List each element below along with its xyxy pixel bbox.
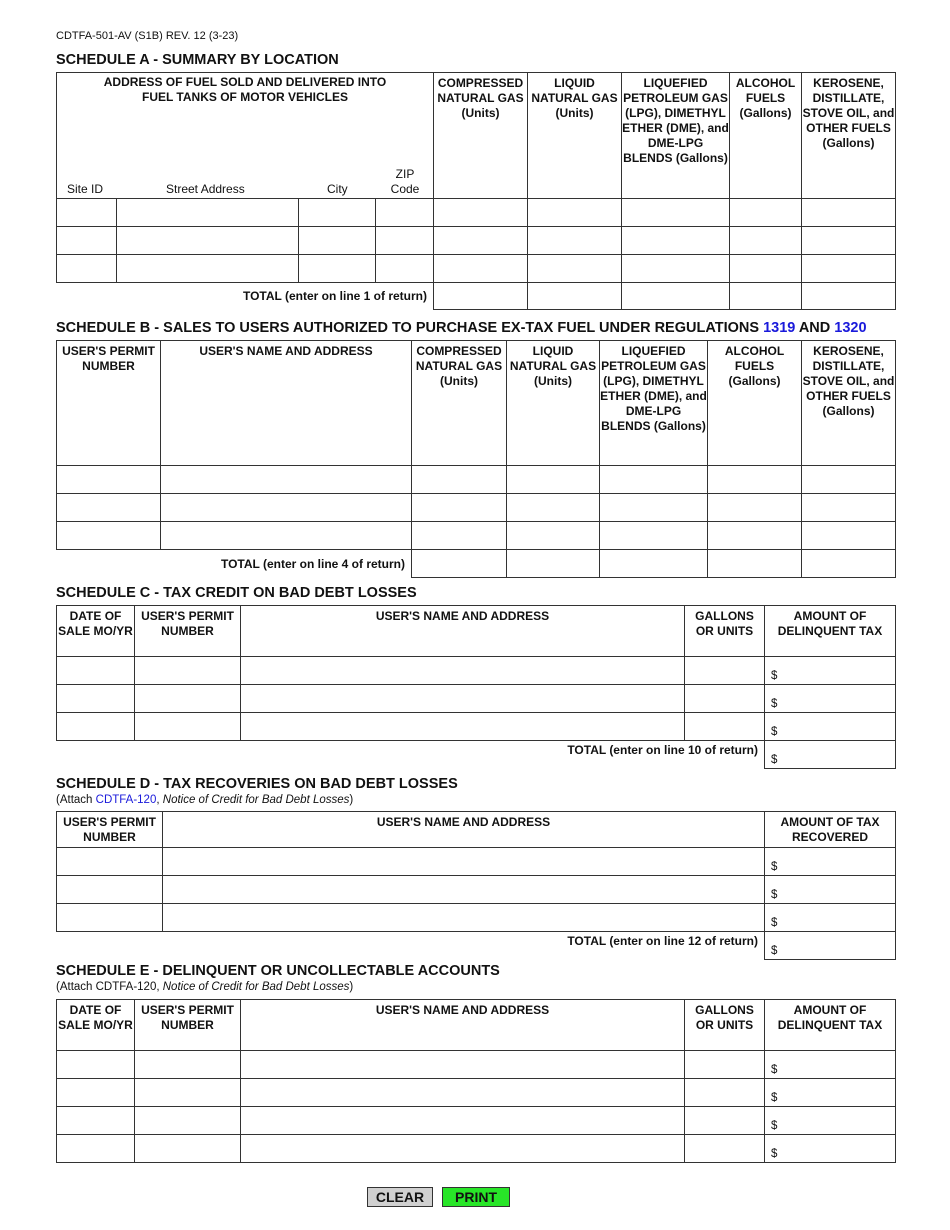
total-row: [57, 741, 896, 769]
permit-header: USER'S PERMIT NUMBER: [135, 1000, 241, 1051]
cng-field[interactable]: [412, 494, 507, 522]
amount-field[interactable]: $: [765, 685, 896, 713]
permit-field[interactable]: [57, 848, 163, 876]
permit-field[interactable]: [135, 1107, 241, 1135]
street-field[interactable]: [117, 199, 299, 227]
date-field[interactable]: [57, 1051, 135, 1079]
total-label: TOTAL (enter on line 12 of return): [57, 932, 765, 960]
alcohol-header: ALCOHOL FUELS (Gallons): [708, 341, 802, 466]
table-row: [57, 227, 896, 255]
date-header: DATE OF SALE MO/YR: [57, 606, 135, 657]
lpg-header: LIQUEFIED PETROLEUM GAS (LPG), DIMETHYL ETHER (DME), and DME-LPG BLENDS (Gallons): [622, 73, 730, 199]
schedule-d-note: (Attach CDTFA-120, Notice of Credit for Bad Debt Losses): [56, 794, 354, 806]
name-field[interactable]: [161, 494, 412, 522]
cng-total-field[interactable]: [434, 283, 528, 310]
alcohol-total-field[interactable]: [708, 550, 802, 578]
total-row: [57, 283, 896, 310]
lpg-field[interactable]: [600, 494, 708, 522]
kerosene-header: KEROSENE, DISTILLATE, STOVE OIL, and OTHER FUELS (Gallons): [802, 341, 896, 466]
table-row: [57, 1135, 896, 1163]
kerosene-field[interactable]: [802, 255, 896, 283]
date-field[interactable]: [57, 713, 135, 741]
city-field[interactable]: [299, 227, 376, 255]
kerosene-total-field[interactable]: [802, 283, 896, 310]
name-header: USER'S NAME AND ADDRESS: [241, 1000, 685, 1051]
total-label: TOTAL (enter on line 10 of return): [57, 741, 765, 769]
amount-header: AMOUNT OF TAX RECOVERED: [765, 812, 896, 848]
gallons-field[interactable]: [685, 1135, 765, 1163]
schedule-a-table: [56, 72, 896, 310]
lng-field[interactable]: [507, 466, 600, 494]
regulation-1319-link[interactable]: 1319: [763, 320, 796, 336]
cdtfa-120-link[interactable]: CDTFA-120: [95, 794, 157, 806]
alcohol-field[interactable]: [708, 494, 802, 522]
table-row: [57, 657, 896, 685]
schedule-d-title: SCHEDULE D - TAX RECOVERIES ON BAD DEBT LOSSES: [56, 776, 458, 792]
table-row: [57, 1079, 896, 1107]
table-row: [57, 522, 896, 550]
permit-field[interactable]: [135, 1051, 241, 1079]
total-row: [57, 550, 896, 578]
total-row: [57, 932, 896, 960]
table-row: [57, 1107, 896, 1135]
lng-total-field[interactable]: [528, 283, 622, 310]
permit-header: USER'S PERMIT NUMBER: [57, 341, 161, 466]
permit-field[interactable]: [135, 1079, 241, 1107]
schedule-c-title: SCHEDULE C - TAX CREDIT ON BAD DEBT LOSSES: [56, 585, 417, 601]
cng-header: COMPRESSED NATURAL GAS (Units): [412, 341, 507, 466]
kerosene-field[interactable]: [802, 522, 896, 550]
schedule-b-table: [56, 340, 896, 578]
name-field[interactable]: [163, 876, 765, 904]
gallons-header: GALLONS OR UNITS: [685, 1000, 765, 1051]
gallons-header: GALLONS OR UNITS: [685, 606, 765, 657]
permit-field[interactable]: [57, 876, 163, 904]
alcohol-header: ALCOHOL FUELS (Gallons): [730, 73, 802, 199]
amount-total-field[interactable]: $: [765, 932, 896, 960]
lng-header: LIQUID NATURAL GAS (Units): [507, 341, 600, 466]
amount-field[interactable]: $: [765, 713, 896, 741]
print-button[interactable]: PRINT: [442, 1187, 510, 1207]
permit-field[interactable]: [135, 657, 241, 685]
name-field[interactable]: [241, 713, 685, 741]
city-label: City: [327, 182, 348, 196]
kerosene-field[interactable]: [802, 494, 896, 522]
name-field[interactable]: [241, 657, 685, 685]
table-row: [57, 494, 896, 522]
cng-field[interactable]: [412, 522, 507, 550]
amount-header: AMOUNT OF DELINQUENT TAX: [765, 1000, 896, 1051]
address-header: ADDRESS OF FUEL SOLD AND DELIVERED INTO FUEL TANKS OF MOTOR VEHICLES Site ID Street Address City ZIP Code: [57, 73, 434, 199]
table-row: [57, 848, 896, 876]
alcohol-total-field[interactable]: [730, 283, 802, 310]
schedule-e-table: [56, 999, 896, 1163]
permit-field[interactable]: [135, 713, 241, 741]
gallons-field[interactable]: [685, 685, 765, 713]
cng-header: COMPRESSED NATURAL GAS (Units): [434, 73, 528, 199]
amount-field[interactable]: $: [765, 1107, 896, 1135]
zip-field[interactable]: [376, 227, 434, 255]
amount-total-field[interactable]: $: [765, 741, 896, 769]
lng-field[interactable]: [528, 255, 622, 283]
gallons-field[interactable]: [685, 1107, 765, 1135]
total-label: TOTAL (enter on line 1 of return): [57, 283, 434, 310]
table-row: [57, 466, 896, 494]
table-row: [57, 904, 896, 932]
zip-field[interactable]: [376, 255, 434, 283]
name-field[interactable]: [241, 1107, 685, 1135]
gallons-field[interactable]: [685, 1051, 765, 1079]
amount-field[interactable]: $: [765, 904, 896, 932]
schedule-b-title: SCHEDULE B - SALES TO USERS AUTHORIZED TO PURCHASE EX-TAX FUEL UNDER REGULATIONS 1319 AND 1320: [56, 320, 867, 336]
lng-field[interactable]: [507, 522, 600, 550]
name-field[interactable]: [241, 1079, 685, 1107]
alcohol-field[interactable]: [708, 466, 802, 494]
date-field[interactable]: [57, 685, 135, 713]
alcohol-field[interactable]: [730, 255, 802, 283]
lng-field[interactable]: [528, 227, 622, 255]
schedule-e-title: SCHEDULE E - DELINQUENT OR UNCOLLECTABLE ACCOUNTS: [56, 963, 500, 979]
gallons-field[interactable]: [685, 713, 765, 741]
schedule-a-title: SCHEDULE A - SUMMARY BY LOCATION: [56, 52, 339, 68]
lpg-field[interactable]: [600, 466, 708, 494]
date-header: DATE OF SALE MO/YR: [57, 1000, 135, 1051]
amount-header: AMOUNT OF DELINQUENT TAX: [765, 606, 896, 657]
amount-field[interactable]: $: [765, 657, 896, 685]
lng-field[interactable]: [507, 494, 600, 522]
alcohol-field[interactable]: [708, 522, 802, 550]
cng-field[interactable]: [434, 255, 528, 283]
street-label: Street Address: [166, 182, 245, 196]
alcohol-field[interactable]: [730, 227, 802, 255]
regulation-1320-link[interactable]: 1320: [834, 320, 867, 336]
table-row: [57, 876, 896, 904]
lng-header: LIQUID NATURAL GAS (Units): [528, 73, 622, 199]
permit-field[interactable]: [57, 904, 163, 932]
lpg-field[interactable]: [622, 199, 730, 227]
name-header: USER'S NAME AND ADDRESS: [163, 812, 765, 848]
site-id-field[interactable]: [57, 199, 117, 227]
date-field[interactable]: [57, 1135, 135, 1163]
permit-field[interactable]: [57, 466, 161, 494]
lpg-field[interactable]: [600, 522, 708, 550]
cng-field[interactable]: [434, 199, 528, 227]
table-row: [57, 1051, 896, 1079]
permit-field[interactable]: [135, 685, 241, 713]
kerosene-field[interactable]: [802, 199, 896, 227]
site-id-field[interactable]: [57, 255, 117, 283]
table-row: [57, 713, 896, 741]
city-field[interactable]: [299, 255, 376, 283]
cng-field[interactable]: [434, 227, 528, 255]
amount-field[interactable]: $: [765, 848, 896, 876]
amount-field[interactable]: $: [765, 876, 896, 904]
kerosene-field[interactable]: [802, 466, 896, 494]
date-field[interactable]: [57, 657, 135, 685]
permit-field[interactable]: [57, 494, 161, 522]
name-field[interactable]: [241, 1051, 685, 1079]
lng-field[interactable]: [528, 199, 622, 227]
table-row: [57, 255, 896, 283]
lpg-total-field[interactable]: [622, 283, 730, 310]
name-field[interactable]: [241, 1135, 685, 1163]
zip-field[interactable]: [376, 199, 434, 227]
schedule-e-note: (Attach CDTFA-120, Notice of Credit for Bad Debt Losses): [56, 981, 354, 993]
zip-label: ZIP Code: [390, 167, 420, 196]
alcohol-field[interactable]: [730, 199, 802, 227]
lpg-header: LIQUEFIED PETROLEUM GAS (LPG), DIMETHYL ETHER (DME), and DME-LPG BLENDS (Gallons): [600, 341, 708, 466]
schedule-d-table: [56, 811, 896, 960]
kerosene-total-field[interactable]: [802, 550, 896, 578]
name-field[interactable]: [163, 904, 765, 932]
permit-header: USER'S PERMIT NUMBER: [135, 606, 241, 657]
clear-button[interactable]: CLEAR: [367, 1187, 433, 1207]
kerosene-field[interactable]: [802, 227, 896, 255]
total-label: TOTAL (enter on line 4 of return): [57, 550, 412, 578]
name-field[interactable]: [161, 522, 412, 550]
name-field[interactable]: [163, 848, 765, 876]
name-field[interactable]: [241, 685, 685, 713]
permit-field[interactable]: [135, 1135, 241, 1163]
gallons-field[interactable]: [685, 657, 765, 685]
date-field[interactable]: [57, 1079, 135, 1107]
city-field[interactable]: [299, 199, 376, 227]
street-field[interactable]: [117, 255, 299, 283]
table-row: [57, 199, 896, 227]
amount-field[interactable]: $: [765, 1079, 896, 1107]
name-field[interactable]: [161, 466, 412, 494]
lng-total-field[interactable]: [507, 550, 600, 578]
table-row: [57, 685, 896, 713]
street-field[interactable]: [117, 227, 299, 255]
cng-total-field[interactable]: [412, 550, 507, 578]
form-id: CDTFA-501-AV (S1B) REV. 12 (3-23): [56, 30, 239, 42]
kerosene-header: KEROSENE, DISTILLATE, STOVE OIL, and OTHER FUELS (Gallons): [802, 73, 896, 199]
gallons-field[interactable]: [685, 1079, 765, 1107]
schedule-c-table: [56, 605, 896, 769]
name-header: USER'S NAME AND ADDRESS: [241, 606, 685, 657]
lpg-field[interactable]: [622, 255, 730, 283]
cng-field[interactable]: [412, 466, 507, 494]
amount-field[interactable]: $: [765, 1051, 896, 1079]
site-id-field[interactable]: [57, 227, 117, 255]
site-id-label: Site ID: [67, 182, 104, 196]
lpg-total-field[interactable]: [600, 550, 708, 578]
permit-header: USER'S PERMIT NUMBER: [57, 812, 163, 848]
name-header: USER'S NAME AND ADDRESS: [161, 341, 412, 466]
permit-field[interactable]: [57, 522, 161, 550]
date-field[interactable]: [57, 1107, 135, 1135]
amount-field[interactable]: $: [765, 1135, 896, 1163]
lpg-field[interactable]: [622, 227, 730, 255]
